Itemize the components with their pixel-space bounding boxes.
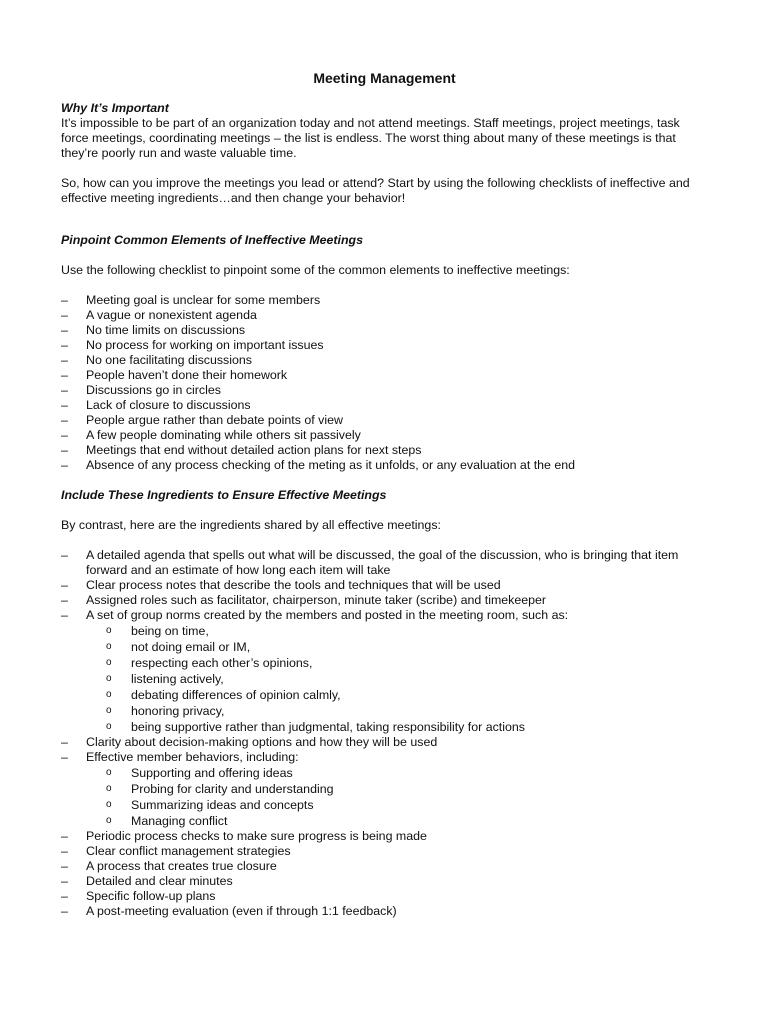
list-item: – Clear conflict management strategies <box>61 844 291 858</box>
sub-list-item: o being supportive rather than judgmental, taking responsibility for actions <box>106 720 525 734</box>
list-item: – Lack of closure to discussions <box>61 398 251 412</box>
list-item: – No time limits on discussions <box>61 323 246 337</box>
sub-list-item: o listening actively, <box>106 672 224 686</box>
dash-marker: – <box>61 398 68 412</box>
page-title: Meeting Management <box>313 70 456 86</box>
dash-marker: – <box>61 608 68 622</box>
sub-list-item: o respecting each other’s opinions, <box>106 656 313 670</box>
list-item: – Absence of any process checking of the meting as it unfolds, or any evaluation at the end <box>61 458 576 472</box>
dash-marker: – <box>61 844 68 858</box>
circle-bullet: o <box>106 815 112 826</box>
list-item: – Clarity about decision-making options and how they will be used <box>61 735 438 749</box>
dash-marker: – <box>61 338 68 352</box>
circle-bullet: o <box>106 673 112 684</box>
dash-marker: – <box>61 383 68 397</box>
dash-marker: – <box>61 428 68 442</box>
circle-bullet: o <box>106 705 112 716</box>
list-item: – No one facilitating discussions <box>61 353 252 367</box>
why-heading: Why It’s Important <box>61 101 169 115</box>
circle-bullet: o <box>106 783 112 794</box>
effective-heading: Include These Ingredients to Ensure Effective Meetings <box>61 488 387 502</box>
ineffective-intro: Use the following checklist to pinpoint some of the common elements to ineffective meetings: <box>61 263 570 277</box>
list-item: – Assigned roles such as facilitator, chairperson, minute taker (scribe) and timekeeper <box>61 593 547 607</box>
list-item: – A few people dominating while others sit passively <box>61 428 361 442</box>
circle-bullet: o <box>106 657 112 668</box>
circle-bullet: o <box>106 689 112 700</box>
member-behaviors-list <box>86 765 708 829</box>
dash-marker: – <box>61 859 68 873</box>
dash-marker: – <box>61 750 68 764</box>
why-paragraph-1: It’s impossible to be part of an organization today and not attend meetings. Staff meetings, project meetings, task force meetings, coordinating meetings – the list is endless. The worst thing about many of these meetings is that they’re poorly run and waste valuable time. <box>61 116 680 160</box>
list-item: – Discussions go in circles <box>61 383 221 397</box>
dash-marker: – <box>61 829 68 843</box>
dash-marker: – <box>61 353 68 367</box>
list-item: – Detailed and clear minutes <box>61 874 233 888</box>
dash-marker: – <box>61 323 68 337</box>
sub-list-item: o Supporting and offering ideas <box>106 766 293 780</box>
dash-marker: – <box>61 308 68 322</box>
list-item: – A vague or nonexistent agenda <box>61 308 257 322</box>
list-item: – A set of group norms created by the members and posted in the meeting room, such as: o being on time, o not doing email or IM, o respecting each other’s opinions, o listening actively, o debating differences of opinion calmly, o honoring privacy, o being supportive rather than judgmental, taking responsibility for actions <box>61 608 708 735</box>
sub-list-item: o Summarizing ideas and concepts <box>106 798 314 812</box>
list-item: – Meeting goal is unclear for some members <box>61 293 321 307</box>
ineffective-list <box>61 293 708 473</box>
list-item: – People argue rather than debate points of view <box>61 413 343 427</box>
list-item: – People haven’t done their homework <box>61 368 288 382</box>
circle-bullet: o <box>106 641 112 652</box>
list-item: – A detailed agenda that spells out what will be discussed, the goal of the discussion, who is bringing that item forward and an estimate of how long each item will take <box>61 548 679 577</box>
sub-list-item: o Probing for clarity and understanding <box>106 782 334 796</box>
dash-marker: – <box>61 874 68 888</box>
circle-bullet: o <box>106 721 112 732</box>
dash-marker: – <box>61 413 68 427</box>
group-norms-list <box>86 623 708 735</box>
dash-marker: – <box>61 904 68 918</box>
why-paragraph-2: So, how can you improve the meetings you lead or attend? Start by using the following checklists of ineffective and effective meeting ingredients…and then change your behavior! <box>61 176 690 205</box>
dash-marker: – <box>61 593 68 607</box>
dash-marker: – <box>61 548 68 562</box>
list-item: – A process that creates true closure <box>61 859 277 873</box>
ineffective-heading: Pinpoint Common Elements of Ineffective Meetings <box>61 233 364 247</box>
sub-list-item: o being on time, <box>106 624 209 638</box>
sub-list-item: o honoring privacy, <box>106 704 225 718</box>
sub-list-item: o Managing conflict <box>106 814 228 828</box>
list-item: – A post-meeting evaluation (even if through 1:1 feedback) <box>61 904 397 918</box>
list-item: – No process for working on important issues <box>61 338 324 352</box>
list-item: – Specific follow-up plans <box>61 889 216 903</box>
effective-intro: By contrast, here are the ingredients shared by all effective meetings: <box>61 518 441 532</box>
list-item: – Clear process notes that describe the tools and techniques that will be used <box>61 578 501 592</box>
dash-marker: – <box>61 889 68 903</box>
list-item: – Periodic process checks to make sure progress is being made <box>61 829 427 843</box>
sub-list-item: o not doing email or IM, <box>106 640 251 654</box>
dash-marker: – <box>61 368 68 382</box>
circle-bullet: o <box>106 799 112 810</box>
dash-marker: – <box>61 735 68 749</box>
list-item: – Meetings that end without detailed action plans for next steps <box>61 443 422 457</box>
dash-marker: – <box>61 578 68 592</box>
dash-marker: – <box>61 458 68 472</box>
effective-list <box>61 548 708 919</box>
sub-list-item: o debating differences of opinion calmly, <box>106 688 341 702</box>
dash-marker: – <box>61 443 68 457</box>
list-item: – Effective member behaviors, including: o Supporting and offering ideas o Probing for clarity and understanding o Summarizing ideas and concepts o Managing conflict <box>61 750 708 829</box>
circle-bullet: o <box>106 767 112 778</box>
dash-marker: – <box>61 293 68 307</box>
circle-bullet: o <box>106 625 112 636</box>
